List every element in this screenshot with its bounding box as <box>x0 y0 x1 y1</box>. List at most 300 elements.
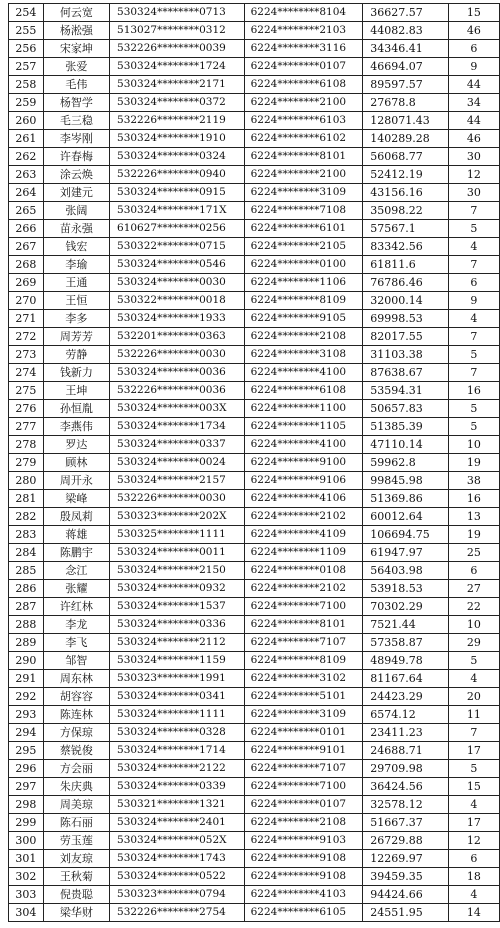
count-cell: 7 <box>448 724 499 742</box>
id-number-cell: 530324********1724 <box>110 58 245 76</box>
name-cell: 殷凤莉 <box>43 508 109 526</box>
account-number-cell: 6224********2103 <box>244 22 363 40</box>
table-row <box>9 724 500 742</box>
amount-cell: 61811.6 <box>363 256 449 274</box>
table-row <box>9 274 500 292</box>
account-number-cell: 6224********8104 <box>244 4 363 22</box>
amount-cell: 46694.07 <box>363 58 449 76</box>
amount-cell: 69998.53 <box>363 310 449 328</box>
count-cell: 22 <box>448 598 499 616</box>
account-number-cell: 6224********0108 <box>244 562 363 580</box>
amount-cell: 36627.57 <box>363 4 449 22</box>
amount-cell: 57358.87 <box>363 634 449 652</box>
name-cell: 王通 <box>43 274 109 292</box>
account-number-cell: 6224********1105 <box>244 418 363 436</box>
amount-cell: 29709.98 <box>363 760 449 778</box>
table-row <box>9 796 500 814</box>
id-number-cell: 530324********0522 <box>110 868 245 886</box>
amount-cell: 61947.97 <box>363 544 449 562</box>
amount-cell: 51667.37 <box>363 814 449 832</box>
name-cell: 王秋菊 <box>43 868 109 886</box>
id-number-cell: 530323********1991 <box>110 670 245 688</box>
id-number-cell: 513027********0312 <box>110 22 245 40</box>
id-number-cell: 610627********0256 <box>110 220 245 238</box>
row-number-cell: 260 <box>9 112 44 130</box>
id-number-cell: 530324********0011 <box>110 544 245 562</box>
amount-cell: 99845.98 <box>363 472 449 490</box>
amount-cell: 31103.38 <box>363 346 449 364</box>
id-number-cell: 530324********0932 <box>110 580 245 598</box>
table-row <box>9 598 500 616</box>
row-number-cell: 281 <box>9 490 44 508</box>
row-number-cell: 299 <box>9 814 44 832</box>
table-row <box>9 94 500 112</box>
row-number-cell: 276 <box>9 400 44 418</box>
account-number-cell: 6224********6101 <box>244 220 363 238</box>
row-number-cell: 257 <box>9 58 44 76</box>
account-number-cell: 6224********4103 <box>244 886 363 904</box>
account-number-cell: 6224********9101 <box>244 742 363 760</box>
table-row <box>9 382 500 400</box>
amount-cell: 60012.64 <box>363 508 449 526</box>
account-number-cell: 6224********9103 <box>244 832 363 850</box>
id-number-cell: 532226********0940 <box>110 166 245 184</box>
name-cell: 顾林 <box>43 454 109 472</box>
count-cell: 16 <box>448 382 499 400</box>
table-row <box>9 454 500 472</box>
account-number-cell: 6224********1106 <box>244 274 363 292</box>
id-number-cell: 530324********0324 <box>110 148 245 166</box>
account-number-cell: 6224********5101 <box>244 688 363 706</box>
account-number-cell: 6224********9108 <box>244 850 363 868</box>
id-number-cell: 530324********2122 <box>110 760 245 778</box>
amount-cell: 34346.41 <box>363 40 449 58</box>
id-number-cell: 530324********0915 <box>110 184 245 202</box>
account-number-cell: 6224********3108 <box>244 346 363 364</box>
name-cell: 李龙 <box>43 616 109 634</box>
account-number-cell: 6224********2105 <box>244 238 363 256</box>
table-row <box>9 4 500 22</box>
row-number-cell: 279 <box>9 454 44 472</box>
amount-cell: 128071.43 <box>363 112 449 130</box>
table-row <box>9 202 500 220</box>
table-row <box>9 166 500 184</box>
table-row <box>9 760 500 778</box>
id-number-cell: 530324********1159 <box>110 652 245 670</box>
table-row <box>9 292 500 310</box>
amount-cell: 82017.55 <box>363 328 449 346</box>
account-number-cell: 6224********9105 <box>244 310 363 328</box>
table-row <box>9 130 500 148</box>
id-number-cell: 530324********0372 <box>110 94 245 112</box>
row-number-cell: 285 <box>9 562 44 580</box>
amount-cell: 6574.12 <box>363 706 449 724</box>
id-number-cell: 530324********171X <box>110 202 245 220</box>
account-number-cell: 6224********2102 <box>244 580 363 598</box>
amount-cell: 51369.86 <box>363 490 449 508</box>
count-cell: 16 <box>448 490 499 508</box>
name-cell: 宋家坤 <box>43 40 109 58</box>
table-row <box>9 886 500 904</box>
id-number-cell: 532226********0036 <box>110 382 245 400</box>
row-number-cell: 293 <box>9 706 44 724</box>
table-row <box>9 562 500 580</box>
row-number-cell: 258 <box>9 76 44 94</box>
amount-cell: 52412.19 <box>363 166 449 184</box>
id-number-cell: 530324********0341 <box>110 688 245 706</box>
table-row <box>9 742 500 760</box>
account-number-cell: 6224********7108 <box>244 202 363 220</box>
name-cell: 杨智学 <box>43 94 109 112</box>
name-cell: 梁华财 <box>43 904 109 922</box>
name-cell: 朱庆典 <box>43 778 109 796</box>
id-number-cell: 532226********0030 <box>110 490 245 508</box>
account-number-cell: 6224********2102 <box>244 508 363 526</box>
row-number-cell: 273 <box>9 346 44 364</box>
row-number-cell: 294 <box>9 724 44 742</box>
row-number-cell: 291 <box>9 670 44 688</box>
table-row <box>9 256 500 274</box>
count-cell: 4 <box>448 886 499 904</box>
amount-cell: 48949.78 <box>363 652 449 670</box>
count-cell: 29 <box>448 634 499 652</box>
amount-cell: 23411.23 <box>363 724 449 742</box>
amount-cell: 7521.44 <box>363 616 449 634</box>
id-number-cell: 530324********1111 <box>110 706 245 724</box>
amount-cell: 35098.22 <box>363 202 449 220</box>
id-number-cell: 530324********2112 <box>110 634 245 652</box>
amount-cell: 56068.77 <box>363 148 449 166</box>
row-number-cell: 304 <box>9 904 44 922</box>
count-cell: 17 <box>448 742 499 760</box>
id-number-cell: 530324********2401 <box>110 814 245 832</box>
row-number-cell: 286 <box>9 580 44 598</box>
row-number-cell: 278 <box>9 436 44 454</box>
count-cell: 7 <box>448 364 499 382</box>
id-number-cell: 532226********2754 <box>110 904 245 922</box>
amount-cell: 51385.39 <box>363 418 449 436</box>
table-row <box>9 778 500 796</box>
count-cell: 14 <box>448 904 499 922</box>
amount-cell: 94424.66 <box>363 886 449 904</box>
id-number-cell: 532226********2119 <box>110 112 245 130</box>
name-cell: 涂云焕 <box>43 166 109 184</box>
name-cell: 梁峰 <box>43 490 109 508</box>
account-number-cell: 6224********9106 <box>244 472 363 490</box>
name-cell: 张爱 <box>43 58 109 76</box>
data-table <box>8 3 500 922</box>
table-row <box>9 22 500 40</box>
account-number-cell: 6224********6102 <box>244 130 363 148</box>
table-row <box>9 832 500 850</box>
account-number-cell: 6224********7100 <box>244 598 363 616</box>
row-number-cell: 269 <box>9 274 44 292</box>
account-number-cell: 6224********9100 <box>244 454 363 472</box>
count-cell: 46 <box>448 130 499 148</box>
row-number-cell: 271 <box>9 310 44 328</box>
row-number-cell: 283 <box>9 526 44 544</box>
name-cell: 李燕伟 <box>43 418 109 436</box>
name-cell: 罗达 <box>43 436 109 454</box>
name-cell: 陈鹏宇 <box>43 544 109 562</box>
table-row <box>9 346 500 364</box>
table-row <box>9 580 500 598</box>
count-cell: 5 <box>448 652 499 670</box>
account-number-cell: 6224********6105 <box>244 904 363 922</box>
name-cell: 王坤 <box>43 382 109 400</box>
name-cell: 何云宽 <box>43 4 109 22</box>
row-number-cell: 259 <box>9 94 44 112</box>
id-number-cell: 532201********0363 <box>110 328 245 346</box>
table-row <box>9 544 500 562</box>
amount-cell: 24551.95 <box>363 904 449 922</box>
id-number-cell: 530324********0024 <box>110 454 245 472</box>
count-cell: 5 <box>448 346 499 364</box>
row-number-cell: 284 <box>9 544 44 562</box>
amount-cell: 59962.8 <box>363 454 449 472</box>
account-number-cell: 6224********7107 <box>244 760 363 778</box>
row-number-cell: 254 <box>9 4 44 22</box>
account-number-cell: 6224********1109 <box>244 544 363 562</box>
amount-cell: 12269.97 <box>363 850 449 868</box>
name-cell: 陈连林 <box>43 706 109 724</box>
account-number-cell: 6224********9108 <box>244 868 363 886</box>
id-number-cell: 530324********0336 <box>110 616 245 634</box>
table-row <box>9 688 500 706</box>
row-number-cell: 282 <box>9 508 44 526</box>
amount-cell: 24688.71 <box>363 742 449 760</box>
amount-cell: 43156.16 <box>363 184 449 202</box>
count-cell: 25 <box>448 544 499 562</box>
account-number-cell: 6224********8109 <box>244 292 363 310</box>
name-cell: 李岑刚 <box>43 130 109 148</box>
account-number-cell: 6224********8101 <box>244 616 363 634</box>
account-number-cell: 6224********2100 <box>244 94 363 112</box>
name-cell: 邹智 <box>43 652 109 670</box>
name-cell: 周东林 <box>43 670 109 688</box>
id-number-cell: 530324********0030 <box>110 274 245 292</box>
count-cell: 27 <box>448 580 499 598</box>
name-cell: 李飞 <box>43 634 109 652</box>
count-cell: 4 <box>448 670 499 688</box>
name-cell: 李瑜 <box>43 256 109 274</box>
row-number-cell: 255 <box>9 22 44 40</box>
table-row <box>9 364 500 382</box>
table-row <box>9 148 500 166</box>
table-row <box>9 310 500 328</box>
table-row <box>9 58 500 76</box>
count-cell: 10 <box>448 436 499 454</box>
amount-cell: 140289.28 <box>363 130 449 148</box>
amount-cell: 39459.35 <box>363 868 449 886</box>
count-cell: 18 <box>448 868 499 886</box>
name-cell: 陈石丽 <box>43 814 109 832</box>
count-cell: 20 <box>448 688 499 706</box>
table-row <box>9 220 500 238</box>
table-body <box>9 4 500 922</box>
id-number-cell: 530324********1734 <box>110 418 245 436</box>
name-cell: 蒋雄 <box>43 526 109 544</box>
id-number-cell: 530324********1714 <box>110 742 245 760</box>
table-row <box>9 328 500 346</box>
id-number-cell: 530322********0715 <box>110 238 245 256</box>
row-number-cell: 303 <box>9 886 44 904</box>
row-number-cell: 287 <box>9 598 44 616</box>
account-number-cell: 6224********0101 <box>244 724 363 742</box>
count-cell: 17 <box>448 814 499 832</box>
amount-cell: 70302.29 <box>363 598 449 616</box>
count-cell: 5 <box>448 400 499 418</box>
table-row <box>9 904 500 922</box>
count-cell: 6 <box>448 40 499 58</box>
row-number-cell: 277 <box>9 418 44 436</box>
amount-cell: 83342.56 <box>363 238 449 256</box>
name-cell: 毛三稳 <box>43 112 109 130</box>
count-cell: 6 <box>448 850 499 868</box>
name-cell: 周美琼 <box>43 796 109 814</box>
amount-cell: 36424.56 <box>363 778 449 796</box>
row-number-cell: 295 <box>9 742 44 760</box>
count-cell: 9 <box>448 292 499 310</box>
row-number-cell: 267 <box>9 238 44 256</box>
table-row <box>9 652 500 670</box>
row-number-cell: 297 <box>9 778 44 796</box>
table-row <box>9 634 500 652</box>
amount-cell: 87638.67 <box>363 364 449 382</box>
account-number-cell: 6224********1100 <box>244 400 363 418</box>
name-cell: 刘友琼 <box>43 850 109 868</box>
count-cell: 7 <box>448 202 499 220</box>
id-number-cell: 530324********0337 <box>110 436 245 454</box>
row-number-cell: 264 <box>9 184 44 202</box>
row-number-cell: 301 <box>9 850 44 868</box>
amount-cell: 53918.53 <box>363 580 449 598</box>
amount-cell: 76786.46 <box>363 274 449 292</box>
amount-cell: 81167.64 <box>363 670 449 688</box>
table-row <box>9 400 500 418</box>
id-number-cell: 530324********052X <box>110 832 245 850</box>
count-cell: 6 <box>448 274 499 292</box>
amount-cell: 50657.83 <box>363 400 449 418</box>
name-cell: 钱新力 <box>43 364 109 382</box>
count-cell: 34 <box>448 94 499 112</box>
count-cell: 30 <box>448 184 499 202</box>
table-row <box>9 472 500 490</box>
account-number-cell: 6224********4109 <box>244 526 363 544</box>
id-number-cell: 530324********0546 <box>110 256 245 274</box>
amount-cell: 47110.14 <box>363 436 449 454</box>
account-number-cell: 6224********6108 <box>244 76 363 94</box>
id-number-cell: 530324********1743 <box>110 850 245 868</box>
row-number-cell: 296 <box>9 760 44 778</box>
table-row <box>9 508 500 526</box>
id-number-cell: 530321********1321 <box>110 796 245 814</box>
count-cell: 12 <box>448 166 499 184</box>
row-number-cell: 290 <box>9 652 44 670</box>
count-cell: 46 <box>448 22 499 40</box>
table-row <box>9 850 500 868</box>
account-number-cell: 6224********3109 <box>244 184 363 202</box>
name-cell: 张耀 <box>43 580 109 598</box>
count-cell: 9 <box>448 58 499 76</box>
table-row <box>9 490 500 508</box>
table-row <box>9 436 500 454</box>
row-number-cell: 275 <box>9 382 44 400</box>
id-number-cell: 530325********1111 <box>110 526 245 544</box>
name-cell: 张阔 <box>43 202 109 220</box>
name-cell: 刘建元 <box>43 184 109 202</box>
name-cell: 李多 <box>43 310 109 328</box>
account-number-cell: 6224********3116 <box>244 40 363 58</box>
row-number-cell: 289 <box>9 634 44 652</box>
count-cell: 4 <box>448 796 499 814</box>
id-number-cell: 530322********0018 <box>110 292 245 310</box>
account-number-cell: 6224********2108 <box>244 328 363 346</box>
name-cell: 倪贵聪 <box>43 886 109 904</box>
name-cell: 方会丽 <box>43 760 109 778</box>
row-number-cell: 280 <box>9 472 44 490</box>
row-number-cell: 292 <box>9 688 44 706</box>
count-cell: 11 <box>448 706 499 724</box>
table-row <box>9 40 500 58</box>
id-number-cell: 530324********1933 <box>110 310 245 328</box>
id-number-cell: 532226********0030 <box>110 346 245 364</box>
table-row <box>9 184 500 202</box>
account-number-cell: 6224********8101 <box>244 148 363 166</box>
count-cell: 38 <box>448 472 499 490</box>
id-number-cell: 530323********202X <box>110 508 245 526</box>
count-cell: 5 <box>448 220 499 238</box>
count-cell: 10 <box>448 616 499 634</box>
account-number-cell: 6224********2100 <box>244 166 363 184</box>
amount-cell: 26729.88 <box>363 832 449 850</box>
account-number-cell: 6224********7100 <box>244 778 363 796</box>
name-cell: 周芳芳 <box>43 328 109 346</box>
name-cell: 劳玉莲 <box>43 832 109 850</box>
name-cell: 蔡锐俊 <box>43 742 109 760</box>
id-number-cell: 530324********2171 <box>110 76 245 94</box>
id-number-cell: 530324********003X <box>110 400 245 418</box>
table-row <box>9 616 500 634</box>
table-row <box>9 526 500 544</box>
amount-cell: 32578.12 <box>363 796 449 814</box>
count-cell: 44 <box>448 76 499 94</box>
account-number-cell: 6224********0107 <box>244 58 363 76</box>
count-cell: 13 <box>448 508 499 526</box>
name-cell: 钱宏 <box>43 238 109 256</box>
name-cell: 苗永强 <box>43 220 109 238</box>
account-number-cell: 6224********3109 <box>244 706 363 724</box>
count-cell: 7 <box>448 256 499 274</box>
amount-cell: 27678.8 <box>363 94 449 112</box>
account-number-cell: 6224********2108 <box>244 814 363 832</box>
row-number-cell: 265 <box>9 202 44 220</box>
name-cell: 孙恒胤 <box>43 400 109 418</box>
id-number-cell: 530324********0036 <box>110 364 245 382</box>
name-cell: 方保琼 <box>43 724 109 742</box>
amount-cell: 89597.57 <box>363 76 449 94</box>
name-cell: 王恒 <box>43 292 109 310</box>
table-row <box>9 238 500 256</box>
name-cell: 念江 <box>43 562 109 580</box>
count-cell: 12 <box>448 832 499 850</box>
count-cell: 6 <box>448 562 499 580</box>
row-number-cell: 261 <box>9 130 44 148</box>
account-number-cell: 6224********6108 <box>244 382 363 400</box>
account-number-cell: 6224********0100 <box>244 256 363 274</box>
row-number-cell: 263 <box>9 166 44 184</box>
id-number-cell: 530324********1910 <box>110 130 245 148</box>
